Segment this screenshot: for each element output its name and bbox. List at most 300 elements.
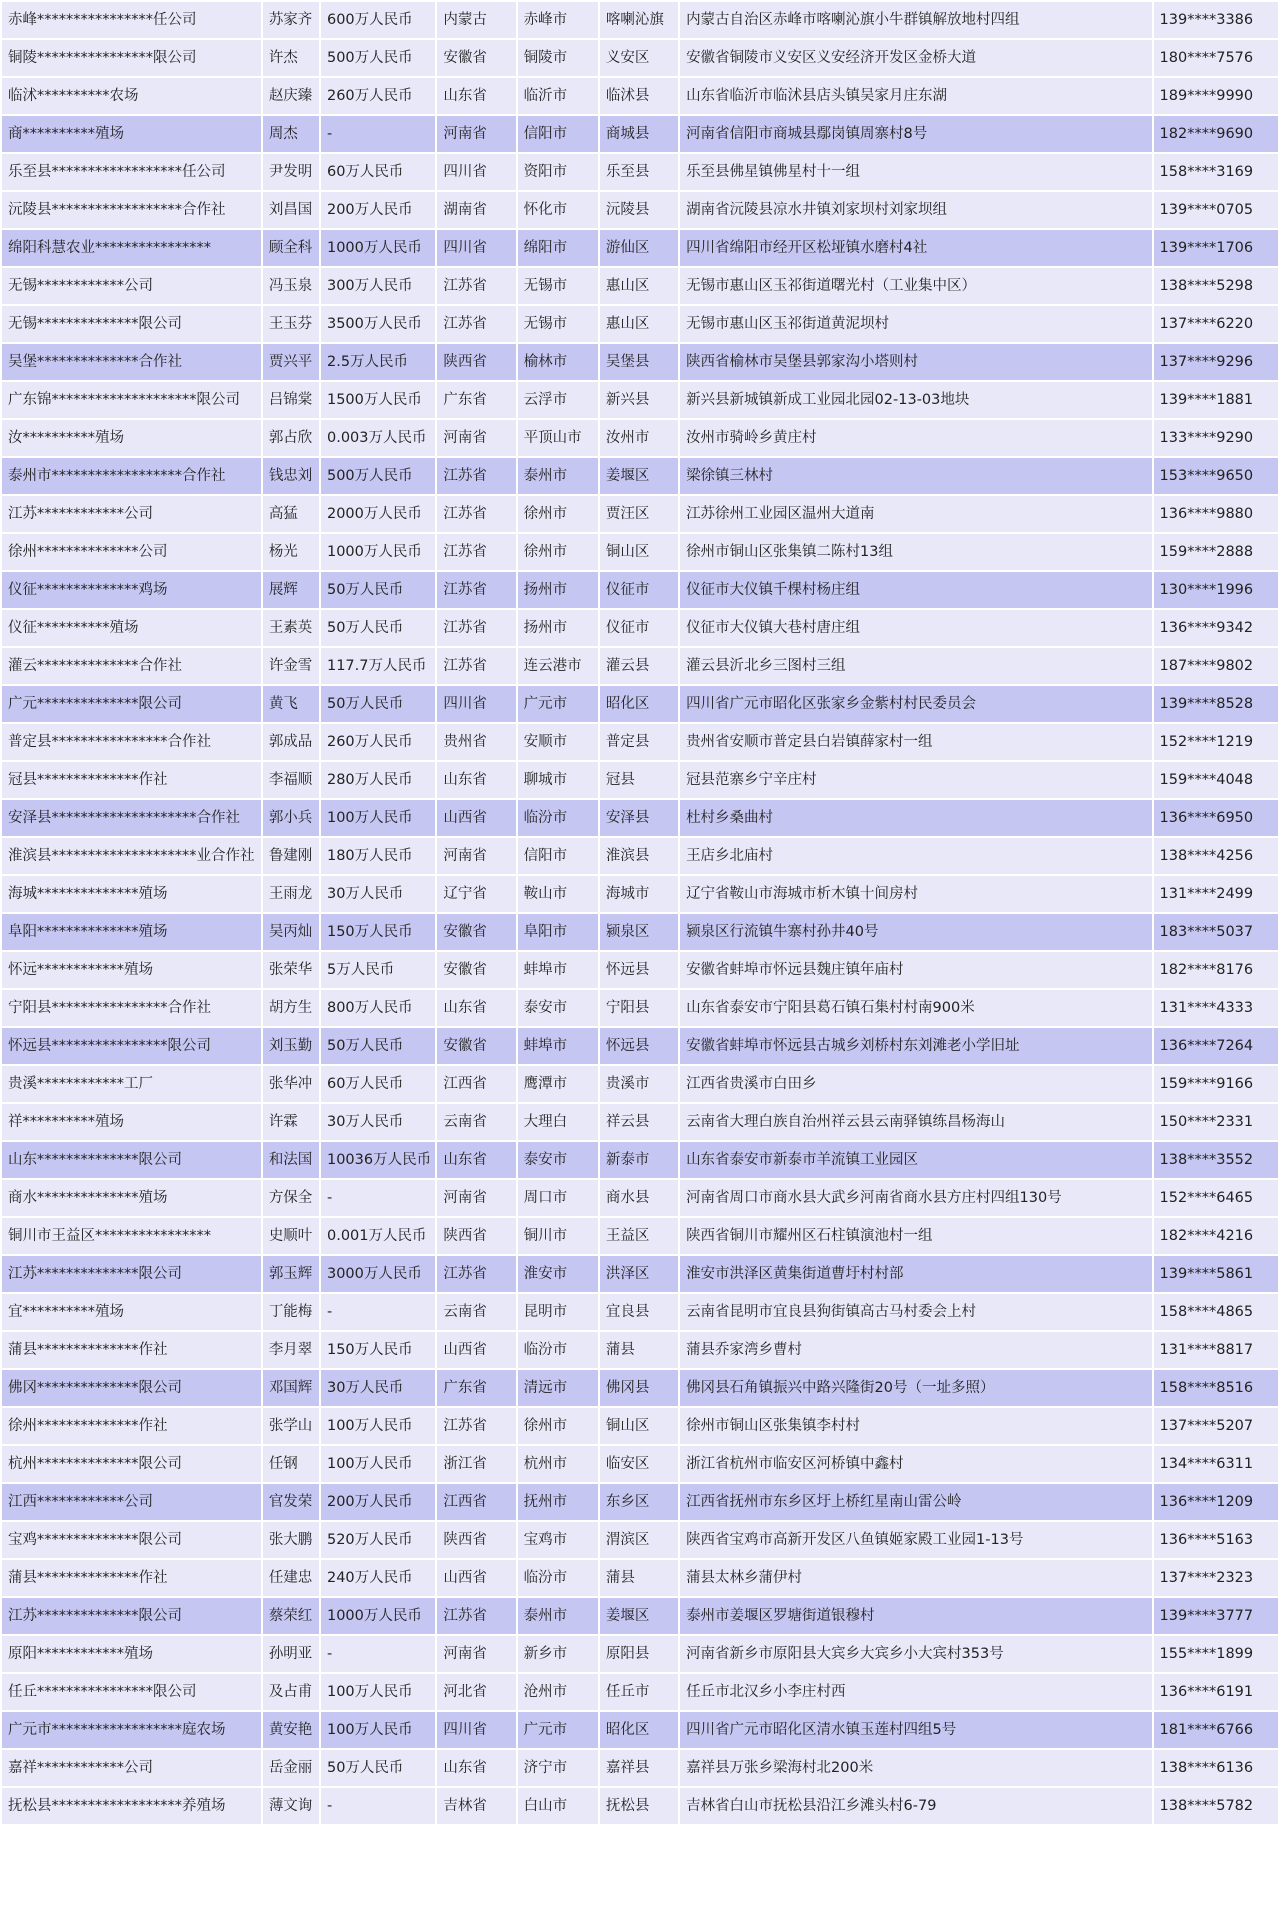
address-cell: 汝州市骑岭乡黄庄村 [680, 420, 1151, 456]
table-row [2, 1484, 1278, 1520]
city-cell: 泰州市 [518, 1598, 598, 1634]
phone-cell: 182****4216 [1154, 1218, 1278, 1254]
company-name-cell: 泰州市******************合作社 [2, 458, 261, 494]
registered-capital-cell: 2000万人民币 [321, 496, 435, 532]
district-cell: 贾汪区 [600, 496, 678, 532]
company-name-cell: 吴堡**************合作社 [2, 344, 261, 380]
address-cell: 蒲县乔家湾乡曹村 [680, 1332, 1151, 1368]
city-cell: 济宁市 [518, 1750, 598, 1786]
province-cell: 安徽省 [437, 952, 515, 988]
table-row [2, 838, 1278, 874]
province-cell: 湖南省 [437, 192, 515, 228]
province-cell: 江苏省 [437, 306, 515, 342]
address-cell: 乐至县佛星镇佛星村十一组 [680, 154, 1151, 190]
legal-person-cell: 邓国辉 [263, 1370, 319, 1406]
address-cell: 河南省新乡市原阳县大宾乡大宾乡小大宾村353号 [680, 1636, 1151, 1672]
province-cell: 四川省 [437, 154, 515, 190]
city-cell: 信阳市 [518, 838, 598, 874]
legal-person-cell: 鲁建刚 [263, 838, 319, 874]
registered-capital-cell: 60万人民币 [321, 1066, 435, 1102]
province-cell: 江苏省 [437, 496, 515, 532]
address-cell: 徐州市铜山区张集镇李村村 [680, 1408, 1151, 1444]
city-cell: 阜阳市 [518, 914, 598, 950]
table-row [2, 458, 1278, 494]
address-cell: 内蒙古自治区赤峰市喀喇沁旗小牛群镇解放地村四组 [680, 2, 1151, 38]
company-name-cell: 阜阳**************殖场 [2, 914, 261, 950]
district-cell: 灌云县 [600, 648, 678, 684]
company-name-cell: 徐州**************公司 [2, 534, 261, 570]
table-row [2, 1256, 1278, 1292]
table-row [2, 1294, 1278, 1330]
phone-cell: 139****5861 [1154, 1256, 1278, 1292]
phone-cell: 136****7264 [1154, 1028, 1278, 1064]
district-cell: 怀远县 [600, 952, 678, 988]
district-cell: 冠县 [600, 762, 678, 798]
table-row [2, 1332, 1278, 1368]
city-cell: 广元市 [518, 1712, 598, 1748]
table-row [2, 1712, 1278, 1748]
legal-person-cell: 王玉芬 [263, 306, 319, 342]
legal-person-cell: 任钢 [263, 1446, 319, 1482]
legal-person-cell: 郭小兵 [263, 800, 319, 836]
legal-person-cell: 李福顺 [263, 762, 319, 798]
legal-person-cell: 钱忠刘 [263, 458, 319, 494]
phone-cell: 158****3169 [1154, 154, 1278, 190]
city-cell: 怀化市 [518, 192, 598, 228]
registered-capital-cell: 30万人民币 [321, 1104, 435, 1140]
registered-capital-cell: 50万人民币 [321, 686, 435, 722]
table-row [2, 1066, 1278, 1102]
legal-person-cell: 郭占欣 [263, 420, 319, 456]
registered-capital-cell: 50万人民币 [321, 572, 435, 608]
address-cell: 嘉祥县万张乡梁海村北200米 [680, 1750, 1151, 1786]
company-name-cell: 灌云**************合作社 [2, 648, 261, 684]
district-cell: 东乡区 [600, 1484, 678, 1520]
address-cell: 徐州市铜山区张集镇二陈村13组 [680, 534, 1151, 570]
registered-capital-cell: 1000万人民币 [321, 1598, 435, 1634]
legal-person-cell: 许杰 [263, 40, 319, 76]
address-cell: 四川省广元市昭化区张家乡金紫村村民委员会 [680, 686, 1151, 722]
district-cell: 宁阳县 [600, 990, 678, 1026]
address-cell: 山东省临沂市临沭县店头镇吴家月庄东湖 [680, 78, 1151, 114]
company-name-cell: 广元市******************庭农场 [2, 1712, 261, 1748]
table-row [2, 1370, 1278, 1406]
company-name-cell: 宝鸡**************限公司 [2, 1522, 261, 1558]
city-cell: 赤峰市 [518, 2, 598, 38]
address-cell: 王店乡北庙村 [680, 838, 1151, 874]
company-name-cell: 怀远县****************限公司 [2, 1028, 261, 1064]
company-name-cell: 宁阳县****************合作社 [2, 990, 261, 1026]
province-cell: 安徽省 [437, 914, 515, 950]
legal-person-cell: 高猛 [263, 496, 319, 532]
table-row [2, 1446, 1278, 1482]
city-cell: 扬州市 [518, 572, 598, 608]
legal-person-cell: 蔡荣红 [263, 1598, 319, 1634]
phone-cell: 139****3386 [1154, 2, 1278, 38]
province-cell: 江苏省 [437, 572, 515, 608]
district-cell: 沅陵县 [600, 192, 678, 228]
registered-capital-cell: 600万人民币 [321, 2, 435, 38]
phone-cell: 130****1996 [1154, 572, 1278, 608]
address-cell: 吉林省白山市抚松县沿江乡滩头村6-79 [680, 1788, 1151, 1824]
province-cell: 山西省 [437, 800, 515, 836]
table-row [2, 914, 1278, 950]
legal-person-cell: 史顺叶 [263, 1218, 319, 1254]
address-cell: 安徽省蚌埠市怀远县古城乡刘桥村东刘滩老小学旧址 [680, 1028, 1151, 1064]
company-name-cell: 沅陵县******************合作社 [2, 192, 261, 228]
province-cell: 安徽省 [437, 1028, 515, 1064]
city-cell: 淮安市 [518, 1256, 598, 1292]
address-cell: 江西省贵溪市白田乡 [680, 1066, 1151, 1102]
district-cell: 蒲县 [600, 1560, 678, 1596]
registered-capital-cell: 0.001万人民币 [321, 1218, 435, 1254]
company-name-cell: 佛冈**************限公司 [2, 1370, 261, 1406]
registered-capital-cell: 50万人民币 [321, 1750, 435, 1786]
address-cell: 淮安市洪泽区黄集街道曹圩村村部 [680, 1256, 1151, 1292]
company-name-cell: 杭州**************限公司 [2, 1446, 261, 1482]
address-cell: 新兴县新城镇新成工业园北园02-13-03地块 [680, 382, 1151, 418]
table-row [2, 1522, 1278, 1558]
table-row [2, 610, 1278, 646]
registered-capital-cell: - [321, 1788, 435, 1824]
legal-person-cell: 黄飞 [263, 686, 319, 722]
company-name-cell: 乐至县******************任公司 [2, 154, 261, 190]
table-row [2, 572, 1278, 608]
province-cell: 陕西省 [437, 1218, 515, 1254]
phone-cell: 152****6465 [1154, 1180, 1278, 1216]
province-cell: 河南省 [437, 116, 515, 152]
district-cell: 佛冈县 [600, 1370, 678, 1406]
city-cell: 无锡市 [518, 268, 598, 304]
district-cell: 临沭县 [600, 78, 678, 114]
legal-person-cell: 张荣华 [263, 952, 319, 988]
legal-person-cell: 张华冲 [263, 1066, 319, 1102]
district-cell: 普定县 [600, 724, 678, 760]
district-cell: 仪征市 [600, 572, 678, 608]
address-cell: 陕西省榆林市吴堡县郭家沟小塔则村 [680, 344, 1151, 380]
company-name-cell: 嘉祥************公司 [2, 1750, 261, 1786]
company-name-cell: 江西************公司 [2, 1484, 261, 1520]
company-name-cell: 江苏**************限公司 [2, 1256, 261, 1292]
address-cell: 安徽省铜陵市义安区义安经济开发区金桥大道 [680, 40, 1151, 76]
table-row [2, 154, 1278, 190]
province-cell: 贵州省 [437, 724, 515, 760]
district-cell: 商水县 [600, 1180, 678, 1216]
registered-capital-cell: 10036万人民币 [321, 1142, 435, 1178]
province-cell: 四川省 [437, 686, 515, 722]
phone-cell: 138****6136 [1154, 1750, 1278, 1786]
district-cell: 姜堰区 [600, 458, 678, 494]
table-row [2, 762, 1278, 798]
address-cell: 浙江省杭州市临安区河桥镇中鑫村 [680, 1446, 1151, 1482]
table-row [2, 1218, 1278, 1254]
company-name-cell: 贵溪************工厂 [2, 1066, 261, 1102]
address-cell: 贵州省安顺市普定县白岩镇薛家村一组 [680, 724, 1151, 760]
phone-cell: 181****6766 [1154, 1712, 1278, 1748]
address-cell: 江西省抚州市东乡区圩上桥红星南山雷公岭 [680, 1484, 1151, 1520]
company-name-cell: 原阳************殖场 [2, 1636, 261, 1672]
address-cell: 梁徐镇三林村 [680, 458, 1151, 494]
district-cell: 汝州市 [600, 420, 678, 456]
phone-cell: 139****1706 [1154, 230, 1278, 266]
company-name-cell: 广东锦********************限公司 [2, 382, 261, 418]
legal-person-cell: 薄文询 [263, 1788, 319, 1824]
province-cell: 山西省 [437, 1560, 515, 1596]
legal-person-cell: 展辉 [263, 572, 319, 608]
phone-cell: 152****1219 [1154, 724, 1278, 760]
registered-capital-cell: 240万人民币 [321, 1560, 435, 1596]
province-cell: 山东省 [437, 762, 515, 798]
legal-person-cell: 吕锦棠 [263, 382, 319, 418]
province-cell: 四川省 [437, 230, 515, 266]
city-cell: 连云港市 [518, 648, 598, 684]
registered-capital-cell: 180万人民币 [321, 838, 435, 874]
province-cell: 陕西省 [437, 1522, 515, 1558]
phone-cell: 137****5207 [1154, 1408, 1278, 1444]
district-cell: 祥云县 [600, 1104, 678, 1140]
address-cell: 云南省大理白族自治州祥云县云南驿镇练昌杨海山 [680, 1104, 1151, 1140]
phone-cell: 189****9990 [1154, 78, 1278, 114]
legal-person-cell: 苏家齐 [263, 2, 319, 38]
district-cell: 游仙区 [600, 230, 678, 266]
legal-person-cell: 胡方生 [263, 990, 319, 1026]
city-cell: 扬州市 [518, 610, 598, 646]
city-cell: 临沂市 [518, 78, 598, 114]
district-cell: 任丘市 [600, 1674, 678, 1710]
district-cell: 惠山区 [600, 306, 678, 342]
phone-cell: 187****9802 [1154, 648, 1278, 684]
phone-cell: 159****4048 [1154, 762, 1278, 798]
city-cell: 宝鸡市 [518, 1522, 598, 1558]
company-name-cell: 海城**************殖场 [2, 876, 261, 912]
district-cell: 商城县 [600, 116, 678, 152]
city-cell: 云浮市 [518, 382, 598, 418]
registered-capital-cell: 100万人民币 [321, 1674, 435, 1710]
table-row [2, 1636, 1278, 1672]
province-cell: 江苏省 [437, 268, 515, 304]
district-cell: 义安区 [600, 40, 678, 76]
district-cell: 临安区 [600, 1446, 678, 1482]
phone-cell: 133****9290 [1154, 420, 1278, 456]
phone-cell: 180****7576 [1154, 40, 1278, 76]
address-cell: 湖南省沅陵县凉水井镇刘家坝村刘家坝组 [680, 192, 1151, 228]
registered-capital-cell: - [321, 1636, 435, 1672]
company-name-cell: 山东**************限公司 [2, 1142, 261, 1178]
legal-person-cell: 及占甫 [263, 1674, 319, 1710]
company-name-cell: 商水**************殖场 [2, 1180, 261, 1216]
city-cell: 昆明市 [518, 1294, 598, 1330]
district-cell: 渭滨区 [600, 1522, 678, 1558]
city-cell: 临汾市 [518, 1560, 598, 1596]
province-cell: 陕西省 [437, 344, 515, 380]
legal-person-cell: 许霖 [263, 1104, 319, 1140]
phone-cell: 131****2499 [1154, 876, 1278, 912]
registered-capital-cell: 30万人民币 [321, 1370, 435, 1406]
company-name-cell: 怀远************殖场 [2, 952, 261, 988]
city-cell: 铜陵市 [518, 40, 598, 76]
table-row [2, 230, 1278, 266]
city-cell: 徐州市 [518, 534, 598, 570]
phone-cell: 136****6191 [1154, 1674, 1278, 1710]
phone-cell: 139****3777 [1154, 1598, 1278, 1634]
company-name-cell: 铜川市王益区**************** [2, 1218, 261, 1254]
phone-cell: 182****8176 [1154, 952, 1278, 988]
table-row [2, 192, 1278, 228]
province-cell: 江苏省 [437, 458, 515, 494]
address-cell: 任丘市北汉乡小李庄村西 [680, 1674, 1151, 1710]
address-cell: 山东省泰安市新泰市羊流镇工业园区 [680, 1142, 1151, 1178]
legal-person-cell: 王素英 [263, 610, 319, 646]
phone-cell: 139****8528 [1154, 686, 1278, 722]
legal-person-cell: 岳金丽 [263, 1750, 319, 1786]
address-cell: 杜村乡桑曲村 [680, 800, 1151, 836]
phone-cell: 150****2331 [1154, 1104, 1278, 1140]
province-cell: 河南省 [437, 838, 515, 874]
district-cell: 王益区 [600, 1218, 678, 1254]
city-cell: 聊城市 [518, 762, 598, 798]
table-row [2, 1788, 1278, 1824]
registered-capital-cell: 0.003万人民币 [321, 420, 435, 456]
registered-capital-cell: - [321, 116, 435, 152]
district-cell: 昭化区 [600, 686, 678, 722]
company-name-cell: 宜**********殖场 [2, 1294, 261, 1330]
province-cell: 河北省 [437, 1674, 515, 1710]
registered-capital-cell: - [321, 1294, 435, 1330]
address-cell: 颍泉区行流镇牛寨村孙井40号 [680, 914, 1151, 950]
legal-person-cell: 黄安艳 [263, 1712, 319, 1748]
legal-person-cell: 和法国 [263, 1142, 319, 1178]
city-cell: 清远市 [518, 1370, 598, 1406]
address-cell: 冠县范寨乡宁辛庄村 [680, 762, 1151, 798]
phone-cell: 159****2888 [1154, 534, 1278, 570]
company-name-cell: 蒲县**************作社 [2, 1332, 261, 1368]
address-cell: 陕西省铜川市耀州区石柱镇演池村一组 [680, 1218, 1151, 1254]
table-row [2, 1674, 1278, 1710]
province-cell: 江苏省 [437, 1598, 515, 1634]
province-cell: 云南省 [437, 1294, 515, 1330]
address-cell: 辽宁省鞍山市海城市析木镇十间房村 [680, 876, 1151, 912]
address-cell: 四川省广元市昭化区清水镇玉莲村四组5号 [680, 1712, 1151, 1748]
legal-person-cell: 贾兴平 [263, 344, 319, 380]
table-row [2, 724, 1278, 760]
address-cell: 安徽省蚌埠市怀远县魏庄镇年庙村 [680, 952, 1151, 988]
city-cell: 泰州市 [518, 458, 598, 494]
phone-cell: 137****2323 [1154, 1560, 1278, 1596]
province-cell: 广东省 [437, 1370, 515, 1406]
district-cell: 铜山区 [600, 1408, 678, 1444]
table-row [2, 420, 1278, 456]
legal-person-cell: 赵庆臻 [263, 78, 319, 114]
district-cell: 新兴县 [600, 382, 678, 418]
province-cell: 河南省 [437, 1636, 515, 1672]
address-cell: 蒲县太林乡蒲伊村 [680, 1560, 1151, 1596]
phone-cell: 158****8516 [1154, 1370, 1278, 1406]
city-cell: 鞍山市 [518, 876, 598, 912]
table-row [2, 990, 1278, 1026]
city-cell: 临汾市 [518, 1332, 598, 1368]
district-cell: 仪征市 [600, 610, 678, 646]
company-name-cell: 广元**************限公司 [2, 686, 261, 722]
table-row [2, 78, 1278, 114]
registered-capital-cell: 117.7万人民币 [321, 648, 435, 684]
city-cell: 杭州市 [518, 1446, 598, 1482]
phone-cell: 138****5782 [1154, 1788, 1278, 1824]
province-cell: 河南省 [437, 420, 515, 456]
table-row [2, 2, 1278, 38]
table-row [2, 40, 1278, 76]
city-cell: 临汾市 [518, 800, 598, 836]
province-cell: 安徽省 [437, 40, 515, 76]
phone-cell: 139****0705 [1154, 192, 1278, 228]
district-cell: 贵溪市 [600, 1066, 678, 1102]
registered-capital-cell: 3500万人民币 [321, 306, 435, 342]
company-name-cell: 临沭**********农场 [2, 78, 261, 114]
phone-cell: 158****4865 [1154, 1294, 1278, 1330]
table-row [2, 382, 1278, 418]
registered-capital-cell: 500万人民币 [321, 40, 435, 76]
legal-person-cell: 郭玉辉 [263, 1256, 319, 1292]
legal-person-cell: 张大鹏 [263, 1522, 319, 1558]
district-cell: 姜堰区 [600, 1598, 678, 1634]
legal-person-cell: 孙明亚 [263, 1636, 319, 1672]
phone-cell: 139****1881 [1154, 382, 1278, 418]
registered-capital-cell: 150万人民币 [321, 914, 435, 950]
phone-cell: 136****9880 [1154, 496, 1278, 532]
table-row [2, 1750, 1278, 1786]
registered-capital-cell: 280万人民币 [321, 762, 435, 798]
province-cell: 江苏省 [437, 610, 515, 646]
phone-cell: 183****5037 [1154, 914, 1278, 950]
legal-person-cell: 刘玉勤 [263, 1028, 319, 1064]
address-cell: 泰州市姜堰区罗塘街道银穆村 [680, 1598, 1151, 1634]
city-cell: 广元市 [518, 686, 598, 722]
registered-capital-cell: 300万人民币 [321, 268, 435, 304]
district-cell: 原阳县 [600, 1636, 678, 1672]
province-cell: 山东省 [437, 990, 515, 1026]
company-name-cell: 任丘****************限公司 [2, 1674, 261, 1710]
registered-capital-cell: 50万人民币 [321, 610, 435, 646]
district-cell: 喀喇沁旗 [600, 2, 678, 38]
city-cell: 无锡市 [518, 306, 598, 342]
legal-person-cell: 郭成品 [263, 724, 319, 760]
company-name-cell: 铜陵****************限公司 [2, 40, 261, 76]
company-name-cell: 安泽县********************合作社 [2, 800, 261, 836]
registered-capital-cell: 500万人民币 [321, 458, 435, 494]
address-cell: 无锡市惠山区玉祁街道曙光村（工业集中区） [680, 268, 1151, 304]
company-name-cell: 绵阳科慧农业**************** [2, 230, 261, 266]
registered-capital-cell: 100万人民币 [321, 1446, 435, 1482]
registered-capital-cell: 1500万人民币 [321, 382, 435, 418]
address-cell: 仪征市大仪镇千棵村杨庄组 [680, 572, 1151, 608]
city-cell: 新乡市 [518, 1636, 598, 1672]
province-cell: 内蒙古 [437, 2, 515, 38]
registered-capital-cell: 5万人民币 [321, 952, 435, 988]
province-cell: 江苏省 [437, 534, 515, 570]
company-name-cell: 祥**********殖场 [2, 1104, 261, 1140]
phone-cell: 138****4256 [1154, 838, 1278, 874]
district-cell: 安泽县 [600, 800, 678, 836]
phone-cell: 136****5163 [1154, 1522, 1278, 1558]
district-cell: 昭化区 [600, 1712, 678, 1748]
province-cell: 山东省 [437, 1142, 515, 1178]
registered-capital-cell: 200万人民币 [321, 192, 435, 228]
province-cell: 山东省 [437, 1750, 515, 1786]
phone-cell: 136****9342 [1154, 610, 1278, 646]
city-cell: 信阳市 [518, 116, 598, 152]
company-name-cell: 蒲县**************作社 [2, 1560, 261, 1596]
legal-person-cell: 周杰 [263, 116, 319, 152]
district-cell: 蒲县 [600, 1332, 678, 1368]
